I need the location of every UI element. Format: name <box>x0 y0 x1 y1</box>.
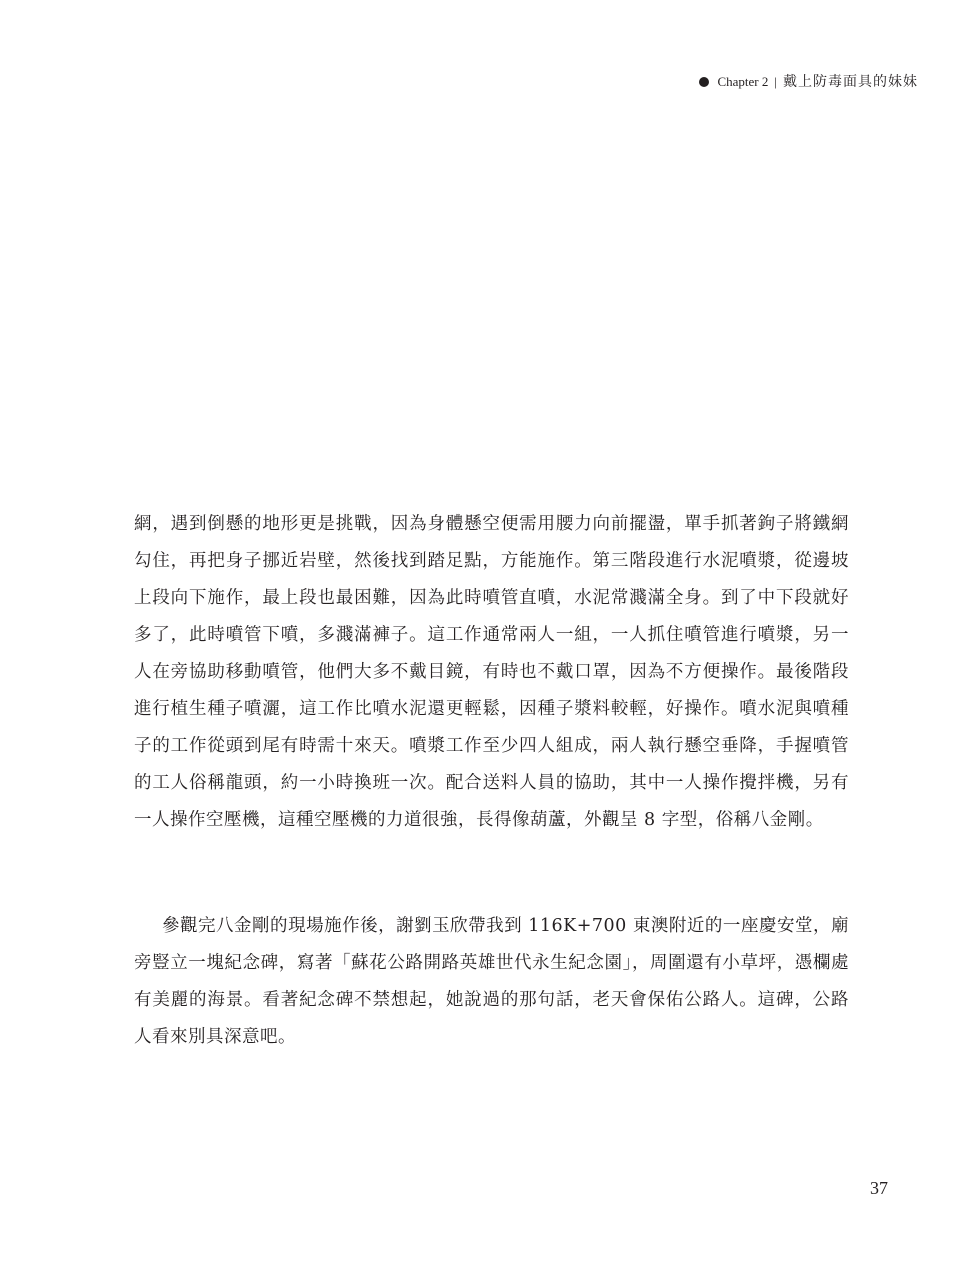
bullet-dot-icon <box>699 77 709 87</box>
header-separator: | <box>774 74 777 89</box>
page-number: 37 <box>870 1178 888 1198</box>
body-paragraph-2: 參觀完八金剛的現場施作後，謝劉玉欣帶我到 116K+700 東澳附近的一座慶安堂，廟旁豎立一塊紀念碑，寫著「蘇花公路開路英雄世代永生紀念園」，周圍還有小草坪，憑欄處有美麗的海景。看著紀念碑不禁想起，她說過的那句話，老天會保佑公路人。這碑，公路人看來別具深意吧。 <box>134 916 849 1047</box>
chapter-title: 戴上防毒面具的妹妹 <box>783 74 918 90</box>
running-header <box>699 72 918 92</box>
chapter-label: Chapter 2 <box>717 74 769 89</box>
body-paragraph-1: 網，遇到倒懸的地形更是挑戰，因為身體懸空便需用腰力向前擺盪，單手抓著鉤子將鐵網勾住，再把身子挪近岩壁，然後找到踏足點，方能施作。第三階段進行水泥噴漿，從邊坡上段向下施作，最上段也最困難，因為此時噴管直噴，水泥常濺滿全身。到了中下段就好多了，此時噴管下噴，多濺滿褲子。這工作通常兩人一組，一人抓住噴管進行噴漿，另一人在旁協助移動噴管，他們大多不戴目鏡，有時也不戴口罩，因為不方便操作。最後階段進行植生種子噴灑，這工作比噴水泥還更輕鬆，因種子漿料較輕，好操作。噴水泥與噴種子的工作從頭到尾有時需十來天。噴漿工作至少四人組成，兩人執行懸空垂降，手握噴管的工人俗稱龍頭，約一小時換班一次。配合送料人員的協助，其中一人操作攪拌機，另有一人操作空壓機，這種空壓機的力道很強，長得像葫蘆，外觀呈 8 字型，俗稱八金剛。 <box>134 514 849 830</box>
